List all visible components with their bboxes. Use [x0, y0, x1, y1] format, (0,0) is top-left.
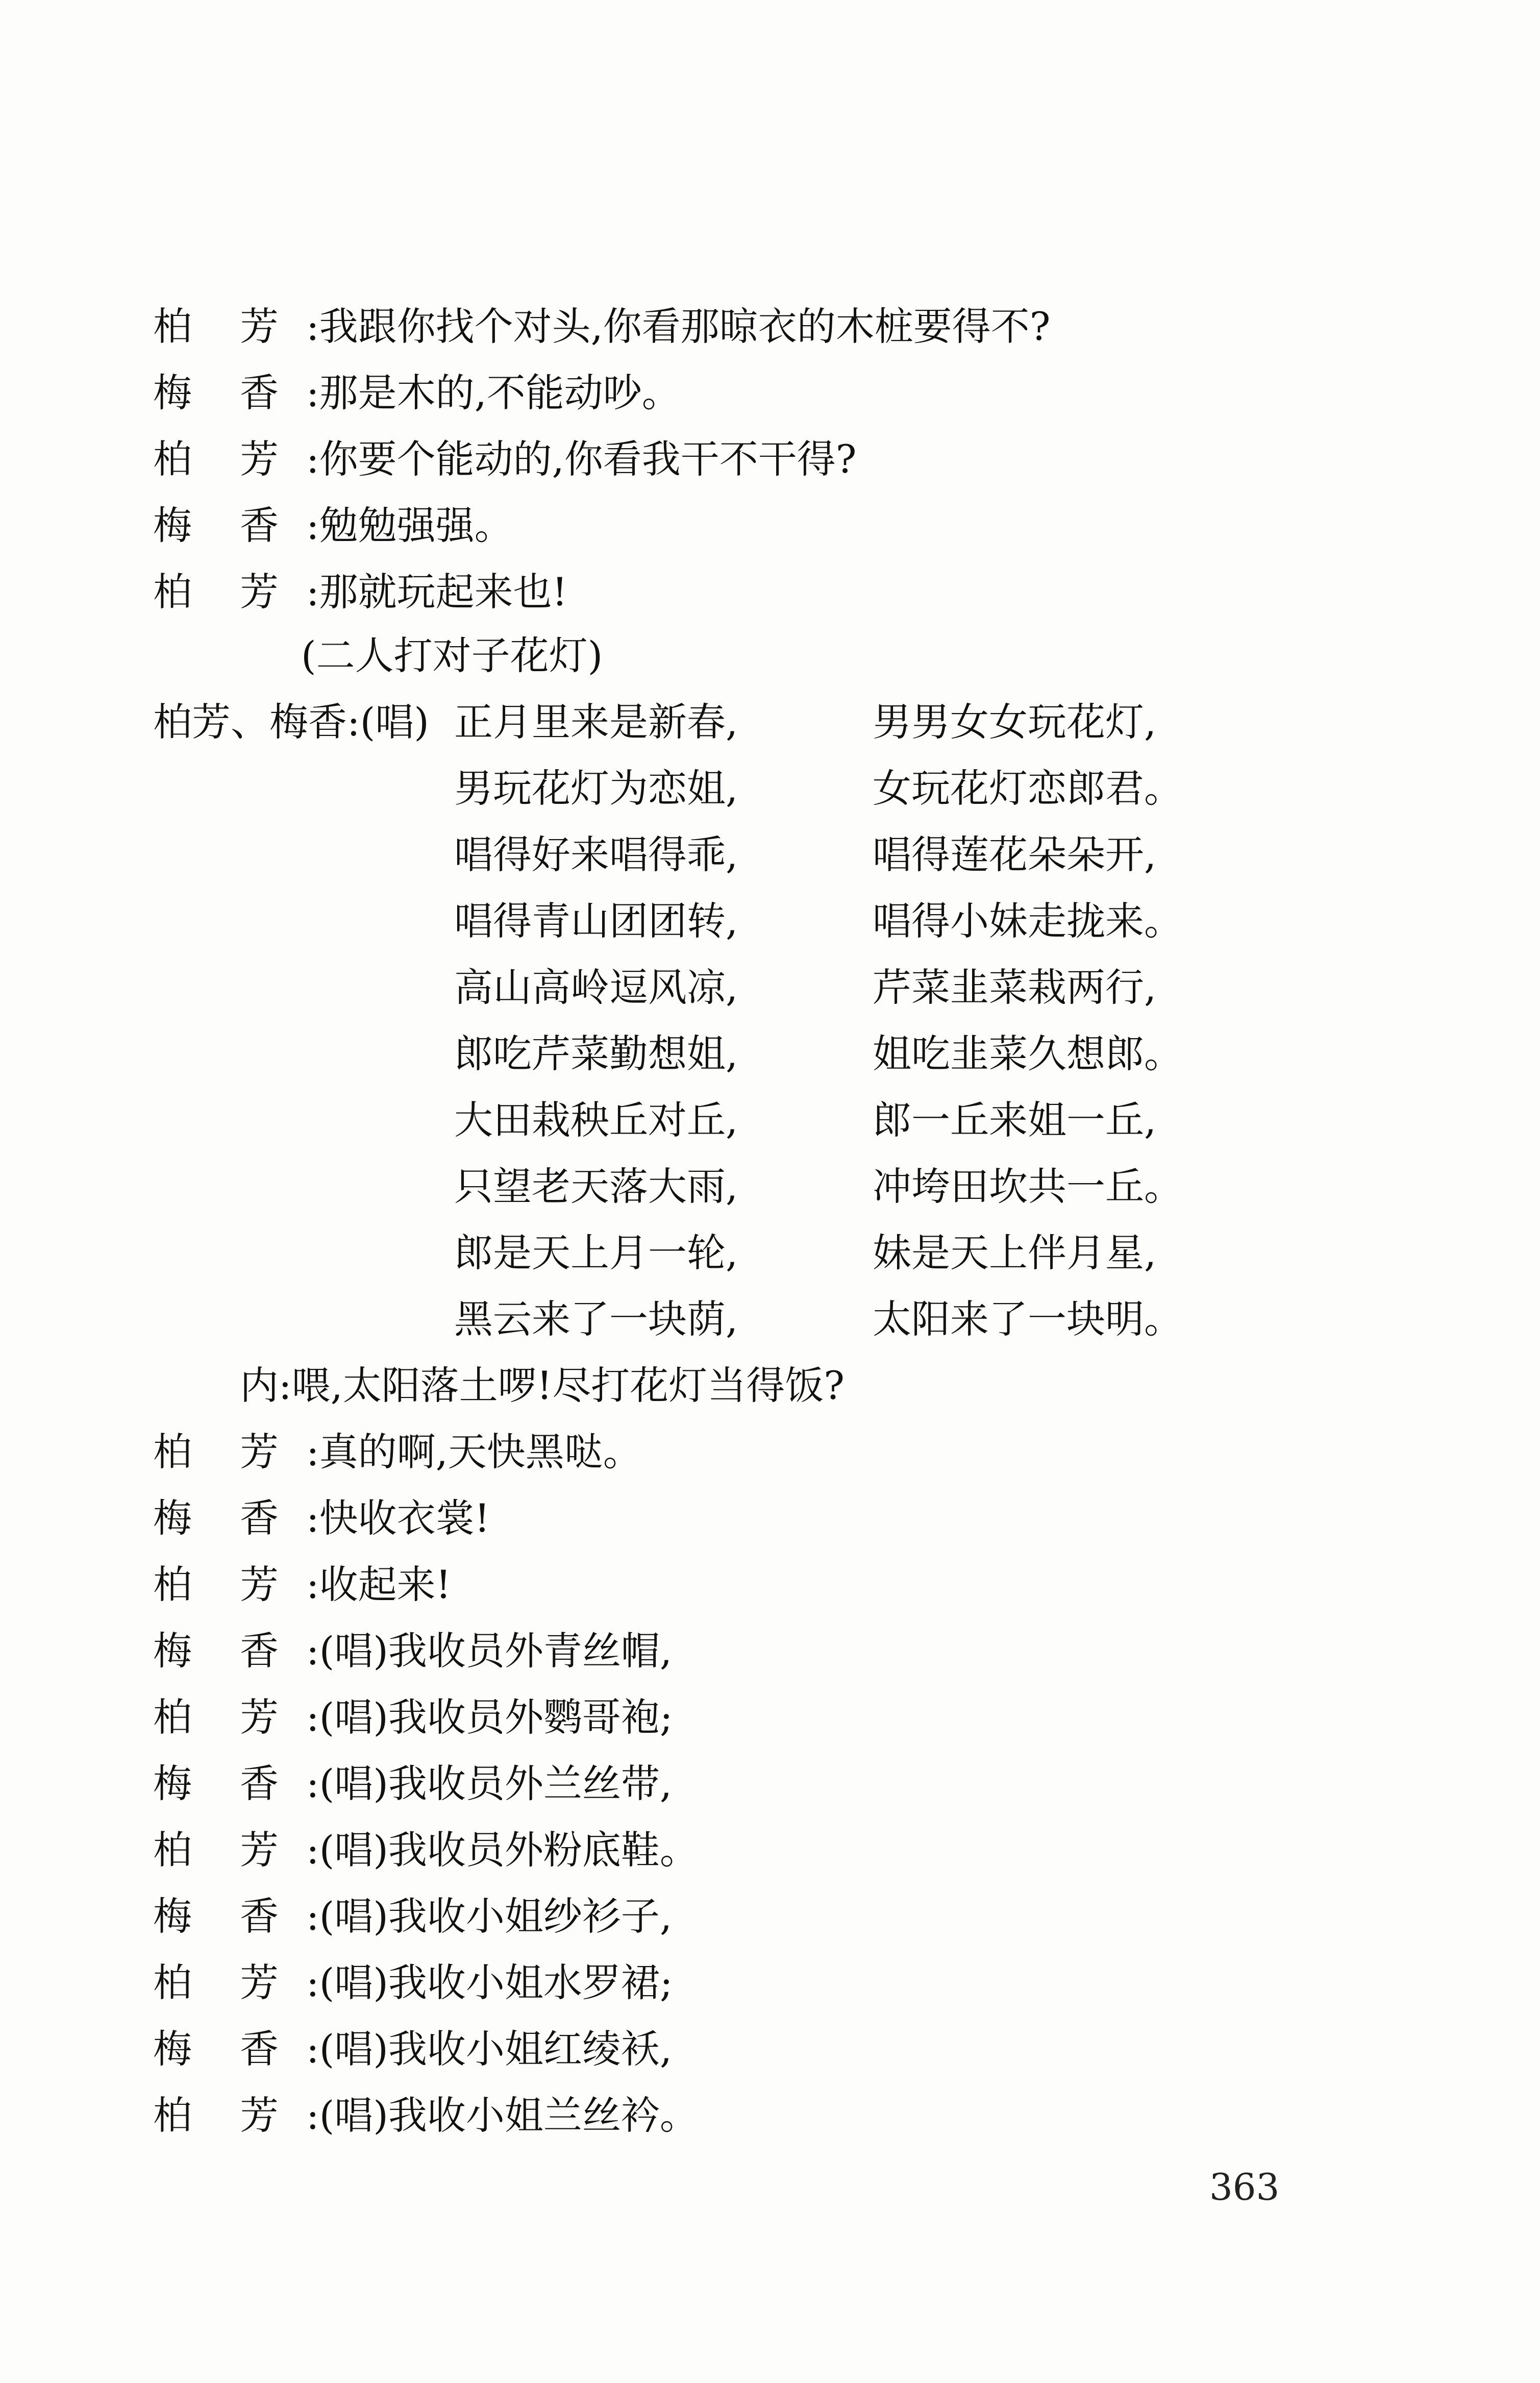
- speaker-char-2: 芳: [240, 569, 279, 615]
- verse-left: 只望老天落大雨,: [454, 1164, 738, 1209]
- speaker-char-2: 芳: [240, 1960, 279, 2005]
- verse-left: 唱得青山团团转,: [454, 898, 738, 944]
- verse-right: 太阳来了一块明。: [873, 1296, 1183, 1342]
- verse-right: 郎一丘来姐一丘,: [873, 1097, 1157, 1143]
- verse-left: 高山高岭逗风凉,: [454, 965, 738, 1010]
- verse-right: 芹菜韭菜栽两行,: [873, 965, 1157, 1010]
- speaker-char-1: 柏: [153, 304, 192, 349]
- speaker-char-2: 香: [240, 1495, 279, 1541]
- dialogue-text: :那是木的,不能动吵。: [306, 370, 681, 415]
- dialogue-text: :(唱)我收小姐纱衫子,: [306, 1894, 673, 1939]
- verse-left: 大田栽秧丘对丘,: [454, 1097, 738, 1143]
- verse-right: 唱得莲花朵朵开,: [873, 832, 1157, 877]
- dialogue-line: [153, 1753, 672, 1814]
- stage-direction: (二人打对子花灯): [301, 633, 603, 678]
- verse-left: 唱得好来唱得乖,: [454, 832, 738, 877]
- speaker-char-1: 梅: [153, 1495, 192, 1541]
- speaker-char-2: 芳: [240, 1562, 279, 1607]
- speaker-char-2: 芳: [240, 2093, 279, 2138]
- dialogue-line: [153, 1554, 451, 1615]
- speaker-char-1: 柏: [153, 2093, 192, 2138]
- verse-left: 黑云来了一块荫,: [454, 1296, 738, 1342]
- dialogue-text: :(唱)我收员外兰丝带,: [306, 1761, 673, 1806]
- speaker-char-1: 柏: [153, 1694, 192, 1740]
- dialogue-text: :(唱)我收小姐水罗裙;: [306, 1960, 673, 2005]
- speaker-char-2: 香: [240, 370, 279, 415]
- dialogue-line: [153, 2019, 672, 2080]
- dialogue-text: :(唱)我收员外粉底鞋。: [306, 1827, 699, 1873]
- verse-right: 唱得小妹走拢来。: [873, 898, 1183, 944]
- speaker-char-2: 香: [240, 1628, 279, 1674]
- dialogue-text: :真的啊,天快黑哒。: [306, 1429, 642, 1475]
- dialogue-line: [153, 561, 567, 623]
- speaker-char-2: 芳: [240, 436, 279, 482]
- speaker-char-2: 芳: [240, 1827, 279, 1873]
- dialogue-text: :(唱)我收小姐兰丝衿。: [306, 2093, 699, 2138]
- dialogue-line: [153, 1886, 672, 1947]
- speaker-char-2: 芳: [240, 1429, 279, 1475]
- dialogue-line: [153, 1620, 672, 1682]
- verse-right: 女玩花灯恋郎君。: [873, 766, 1183, 811]
- dialogue-line: [153, 362, 681, 424]
- duet-speaker-label: 柏芳、梅香:(唱): [153, 699, 429, 745]
- dialogue-text: :(唱)我收小姐红绫袄,: [306, 2026, 673, 2072]
- verse-left: 正月里来是新春,: [454, 699, 738, 745]
- speaker-char-1: 柏: [153, 569, 192, 615]
- speaker-char-1: 梅: [153, 1761, 192, 1806]
- dialogue-text: :你要个能动的,你看我干不干得?: [306, 436, 857, 482]
- verse-right: 姐吃韭菜久想郎。: [873, 1031, 1183, 1076]
- dialogue-text: :那就玩起来也!: [306, 569, 568, 615]
- dialogue-text: :收起来!: [306, 1562, 452, 1607]
- speaker-char-1: 柏: [153, 436, 192, 482]
- speaker-char-2: 香: [240, 1761, 279, 1806]
- dialogue-line: [153, 1952, 673, 2013]
- speaker-char-1: 柏: [153, 1429, 192, 1475]
- speaker-char-1: 梅: [153, 2026, 192, 2072]
- verse-left: 郎是天上月一轮,: [454, 1230, 738, 1275]
- dialogue-line: [153, 429, 857, 490]
- offstage-line: 内:喂,太阳落土啰!尽打花灯当得饭?: [240, 1363, 845, 1408]
- speaker-char-2: 香: [240, 2026, 279, 2072]
- speaker-char-2: 香: [240, 1894, 279, 1939]
- dialogue-line: [153, 1421, 642, 1483]
- dialogue-text: :勉勉强强。: [306, 503, 513, 548]
- speaker-char-1: 柏: [153, 1960, 192, 2005]
- dialogue-line: [153, 1687, 673, 1748]
- dialogue-text: :(唱)我收员外鹦哥袍;: [306, 1694, 673, 1740]
- speaker-char-1: 梅: [153, 1628, 192, 1674]
- verse-right: 冲垮田坎共一丘。: [873, 1164, 1183, 1209]
- verse-right: 男男女女玩花灯,: [873, 699, 1157, 745]
- dialogue-line: [153, 296, 1051, 357]
- speaker-char-1: 柏: [153, 1562, 192, 1607]
- dialogue-line: [153, 495, 513, 556]
- verse-right: 妹是天上伴月星,: [873, 1230, 1157, 1275]
- speaker-char-1: 梅: [153, 1894, 192, 1939]
- dialogue-text: :快收衣裳!: [306, 1495, 490, 1541]
- speaker-char-1: 梅: [153, 503, 192, 548]
- dialogue-text: :我跟你找个对头,你看那晾衣的木桩要得不?: [306, 304, 1051, 349]
- dialogue-line: [153, 1488, 490, 1549]
- verse-left: 郎吃芹菜勤想姐,: [454, 1031, 738, 1076]
- speaker-char-1: 柏: [153, 1827, 192, 1873]
- dialogue-text: :(唱)我收员外青丝帽,: [306, 1628, 673, 1674]
- speaker-char-2: 香: [240, 503, 279, 548]
- dialogue-line: [153, 1820, 699, 1881]
- speaker-char-2: 芳: [240, 304, 279, 349]
- speaker-char-2: 芳: [240, 1694, 279, 1740]
- verse-left: 男玩花灯为恋姐,: [454, 766, 738, 811]
- page-number: 363: [1209, 2166, 1280, 2208]
- dialogue-line: [153, 2085, 699, 2146]
- speaker-char-1: 梅: [153, 370, 192, 415]
